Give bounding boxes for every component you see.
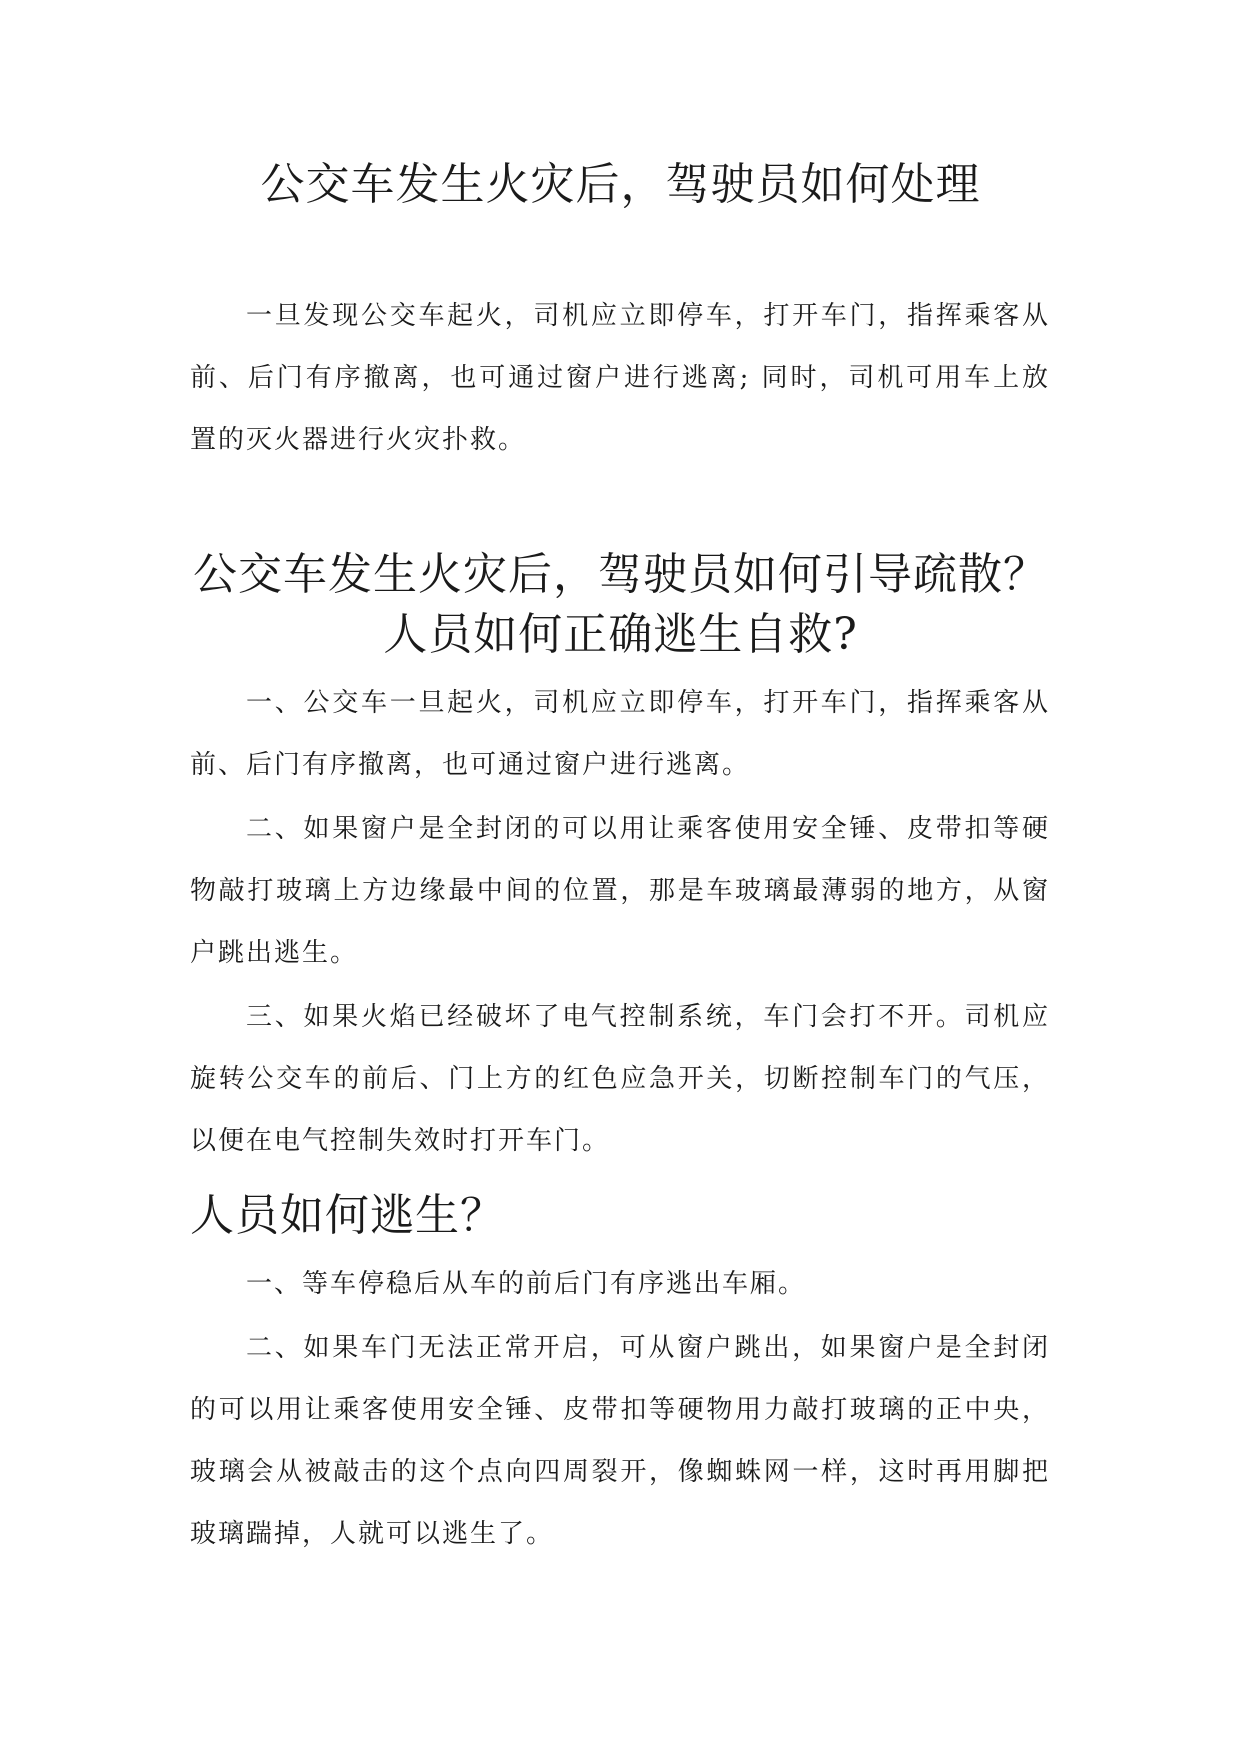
section2-item-2: 二、如果车门无法正常开启，可从窗户跳出，如果窗户是全封闭的可以用让乘客使用安全锤、皮带扣等硬物用力敲打玻璃的正中央，玻璃会从被敲击的这个点向四周裂开，像蜘蛛网一样，这时再用脚把玻璃踹掉，人就可以逃生了。 — [190, 1333, 1050, 1549]
section1-item-3: 三、如果火焰已经破坏了电气控制系统，车门会打不开。司机应旋转公交车的前后、门上方的红色应急开关，切断控制车门的气压，以便在电气控制失效时打开车门。 — [190, 1002, 1050, 1156]
document-title: 公交车发生火灾后，驾驶员如何处理 — [260, 159, 981, 210]
section2-item-1: 一、等车停稳后从车的前后门有序逃出车厢。 — [246, 1269, 807, 1299]
section1-heading-line1: 公交车发生火灾后，驾驶员如何引导疏散？ — [193, 549, 1048, 600]
section1-item-1: 一、公交车一旦起火，司机应立即停车，打开车门，指挥乘客从前、后门有序撤离，也可通过窗户进行逃离。 — [190, 688, 1050, 780]
section2-heading: 人员如何逃生？ — [190, 1190, 505, 1241]
section1-heading-line2: 人员如何正确逃生自救? — [383, 609, 858, 660]
section1-item-2: 二、如果窗户是全封闭的可以用让乘客使用安全锤、皮带扣等硬物敲打玻璃上方边缘最中间的位置，那是车玻璃最薄弱的地方，从窗户跳出逃生。 — [190, 814, 1050, 968]
section1-heading — [150, 545, 1091, 665]
intro-paragraph: 一旦发现公交车起火，司机应立即停车，打开车门，指挥乘客从前、后门有序撤离，也可通过窗户进行逃离; 同时，司机可用车上放置的灭火器进行火灾扑救。 — [190, 301, 1050, 455]
